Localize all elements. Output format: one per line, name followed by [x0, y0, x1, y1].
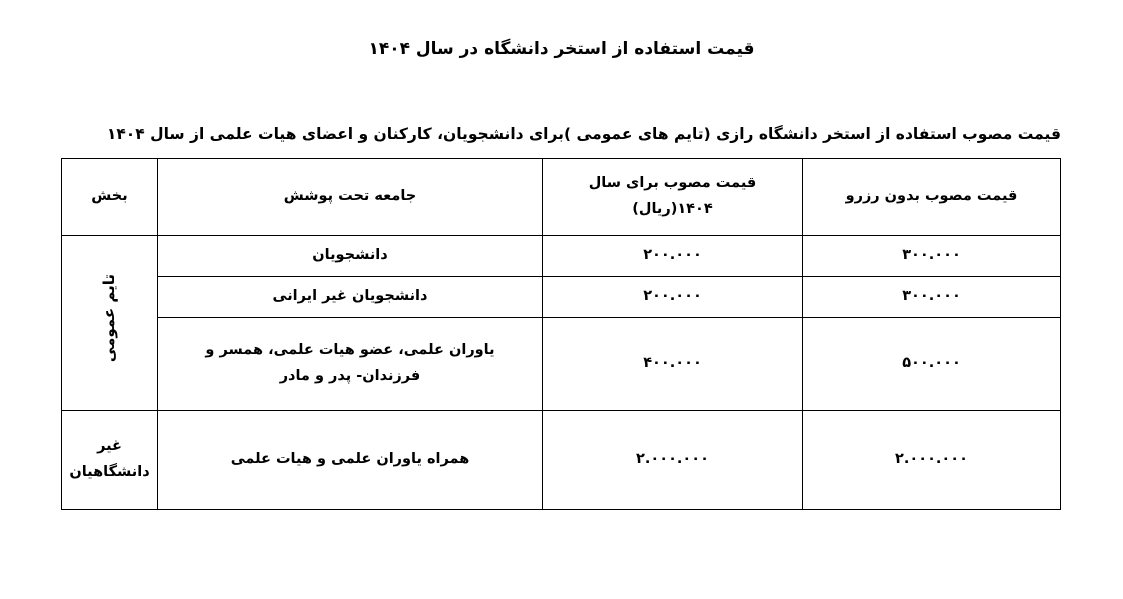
column-header-audience: جامعه تحت پوشش: [158, 158, 543, 235]
table-caption: قیمت مصوب استفاده از استخر دانشگاه رازی (تایم های عمومی )برای دانشجویان، کارکنان و اعضای هیات علمی از سال ۱۴۰۴: [106, 125, 1061, 144]
cell-audience: دانشجویان غیر ایرانی: [158, 276, 543, 317]
document-page: [0, 36, 1123, 599]
table-row: [62, 410, 1061, 509]
cell-price-year: ۴۰۰.۰۰۰: [543, 317, 803, 410]
cell-section-public-time: [62, 235, 158, 410]
cell-audience: دانشجویان: [158, 235, 543, 276]
page-title: قیمت استفاده از استخر دانشگاه در سال ۱۴۰۴: [368, 39, 755, 59]
cell-price-year: ۲۰۰.۰۰۰: [543, 276, 803, 317]
cell-price-no-reserve: ۳۰۰.۰۰۰: [803, 276, 1061, 317]
cell-price-no-reserve: ۵۰۰.۰۰۰: [803, 317, 1061, 410]
column-header-price-no-reserve: قیمت مصوب بدون رزرو: [803, 158, 1061, 235]
cell-audience: همراه یاوران علمی و هیات علمی: [158, 410, 543, 509]
cell-price-year: ۲.۰۰۰.۰۰۰: [543, 410, 803, 509]
column-header-section: بخش: [62, 158, 158, 235]
cell-audience: [158, 317, 543, 410]
cell-price-no-reserve: ۲.۰۰۰.۰۰۰: [803, 410, 1061, 509]
cell-price-year: ۲۰۰.۰۰۰: [543, 235, 803, 276]
table-row: [62, 317, 1061, 410]
section-label-public-time: تایم عمومی: [100, 273, 119, 362]
cell-audience-line2: فرزندان- پدر و مادر: [279, 367, 421, 384]
pool-price-table: [61, 158, 1061, 510]
table-body: [62, 235, 1061, 509]
table-row: [62, 235, 1061, 276]
section-label-line1: غیر: [97, 438, 122, 455]
section-label-line2: دانشگاهیان: [69, 463, 150, 480]
cell-price-no-reserve: ۳۰۰.۰۰۰: [803, 235, 1061, 276]
table-header: [62, 158, 1061, 235]
table-row: [62, 276, 1061, 317]
cell-section-non-academic: [62, 410, 158, 509]
cell-audience-line1: یاوران علمی، عضو هیات علمی، همسر و: [205, 342, 495, 359]
table-header-row: [62, 158, 1061, 235]
column-header-price-year: قیمت مصوب برای سال ۱۴۰۴(ریال): [543, 158, 803, 235]
